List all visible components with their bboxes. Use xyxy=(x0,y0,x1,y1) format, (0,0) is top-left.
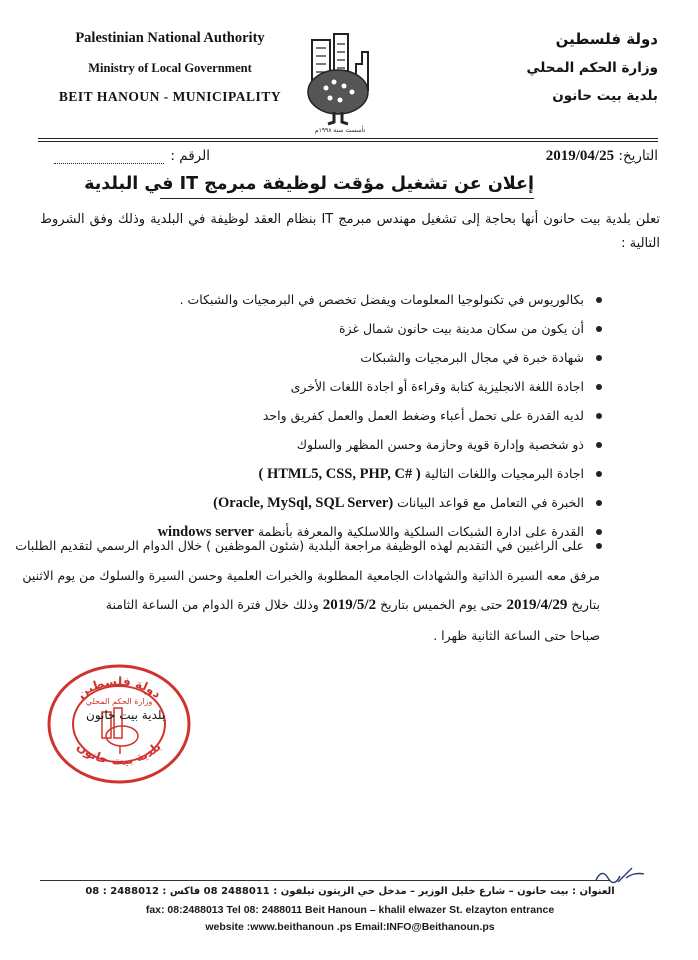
ministry-name-en: Ministry of Local Government xyxy=(88,61,252,75)
closing-line-3 xyxy=(40,595,600,615)
municipality-name-ar: بلدية بيت حانون xyxy=(552,88,658,104)
english-letterhead xyxy=(40,30,300,105)
condition-text: الخبرة في التعامل مع قواعد البيانات xyxy=(397,495,584,510)
ministry-name-ar: وزارة الحكم المحلي xyxy=(526,60,658,76)
authority-name-en: Palestinian National Authority xyxy=(75,30,265,46)
start-date: 2019/4/29 xyxy=(506,597,568,613)
stamp-signature-text: بلدية بيت حانون xyxy=(86,708,166,722)
bullet-icon xyxy=(596,326,602,332)
bullet-icon xyxy=(596,384,602,390)
closing-line-1 xyxy=(15,536,602,556)
condition-text: بكالوريوس في تكنولوجيا المعلومات ويفضل تخصص في البرمجيات والشبكات . xyxy=(179,292,584,307)
title-text: إعلان عن تشغيل مؤقت لوظيفة مبرمج IT في البلدية xyxy=(84,174,534,194)
list-item xyxy=(82,464,602,493)
footer-divider xyxy=(40,880,610,881)
arabic-letterhead xyxy=(458,30,658,104)
stamp-top-text: دولة فلسطين xyxy=(74,674,164,702)
header-divider-thin xyxy=(38,141,658,142)
condition-text: لديه القدرة على تحمل أعباء وضغط العمل والعمل كفريق واحد xyxy=(262,408,584,423)
bullet-icon xyxy=(596,355,602,361)
footer-contact: website :www.beithanoun .ps Email:INFO@Beithanoun.ps xyxy=(205,921,495,933)
list-item xyxy=(82,377,602,406)
number-label: الرقم : xyxy=(170,148,210,164)
municipality-logo xyxy=(298,30,382,136)
closing-line-4: صباحا حتى الساعة الثانية ظهرا . xyxy=(433,628,600,643)
stamp-bottom-text: بلدية بيت حانون xyxy=(74,739,164,768)
conditions-list xyxy=(82,290,602,551)
bullet-icon xyxy=(596,471,602,477)
closing-text: بتاريخ xyxy=(571,597,600,612)
number-blank-line xyxy=(54,151,164,164)
date-label: التاريخ: xyxy=(618,148,658,164)
bullet-icon xyxy=(596,543,602,549)
end-date: 2019/5/2 xyxy=(322,597,377,613)
list-item xyxy=(82,348,602,377)
closing-text: وذلك خلال فترة الدوام من الساعة الثامنة xyxy=(105,597,319,612)
condition-text: أن يكون من سكان مدينة بيت حانون شمال غزة xyxy=(339,321,584,336)
bullet-icon xyxy=(596,529,602,535)
announcement-title xyxy=(84,170,534,199)
condition-text: ذو شخصية وإدارة قوية وحازمة وحسن المظهر والسلوك xyxy=(296,437,584,452)
condition-text: القدرة على ادارة الشبكات السلكية واللاسلكية والمعرفة بأنظمة xyxy=(257,524,584,539)
closing-text: على الراغبين في التقديم لهذه الوظيفة مراجعة البلدية (شئون الموظفين ) خلال الدوام الرسمي لتقديم الطلبات xyxy=(15,538,584,553)
footer-address-ar: العنوان : بيت حانون – شارع خليل الوزير – مدخل حي الزيتون تيلفون : 2488011 08 فاكس : 2488012 : 08 xyxy=(85,886,615,897)
bullet-icon xyxy=(596,500,602,506)
authority-name-ar: دولة فلسطين xyxy=(555,30,658,48)
bullet-icon xyxy=(596,413,602,419)
date-field xyxy=(546,148,658,165)
logo-caption: تأسست سنة ١٩٩٨م xyxy=(314,127,366,134)
date-value: 2019/04/25 xyxy=(545,148,615,164)
bullet-icon xyxy=(596,442,602,448)
bullet-icon xyxy=(596,297,602,303)
condition-tech: ( HTML5, CSS, PHP, C# ) xyxy=(258,466,421,482)
footer-address-en: fax: 08:2488013 Tel 08: 2488011 Beit Hanoun – khalil elwazer St. elzayton entrance xyxy=(145,904,555,916)
stamp-inner-text: وزارة الحكم المحلي xyxy=(85,697,153,706)
condition-text: شهادة خبرة في مجال البرمجيات والشبكات xyxy=(360,350,584,365)
official-stamp xyxy=(44,660,194,784)
list-item xyxy=(82,290,602,319)
list-item xyxy=(82,319,602,348)
header-divider xyxy=(38,138,658,139)
condition-tech: windows server xyxy=(157,524,254,540)
condition-tech: (Oracle, MySql, SQL Server) xyxy=(213,495,394,511)
list-item xyxy=(82,435,602,464)
list-item xyxy=(82,493,602,522)
list-item xyxy=(82,406,602,435)
intro-paragraph: تعلن بلدية بيت حانون أنها بحاجة إلى تشغيل مهندس مبرمج IT بنظام العقد لوظيفة في البلدية وذلك وفق الشروط التالية : xyxy=(40,212,660,251)
reference-number-field xyxy=(40,148,210,164)
condition-text: اجادة اللغة الانجليزية كتابة وقراءة أو اجادة اللغات الأخرى xyxy=(290,379,584,394)
closing-line-2: مرفق معه السيرة الذاتية والشهادات الجامعية المطلوبة والخبرات العلمية وحسن السيرة والسلوك من يوم الاثنين xyxy=(22,568,600,583)
condition-text: اجادة البرمجيات واللغات التالية xyxy=(424,466,584,481)
municipality-name-en: BEIT HANOUN - MUNICIPALITY xyxy=(58,89,282,104)
closing-text: حتى يوم الخميس بتاريخ xyxy=(380,597,503,612)
